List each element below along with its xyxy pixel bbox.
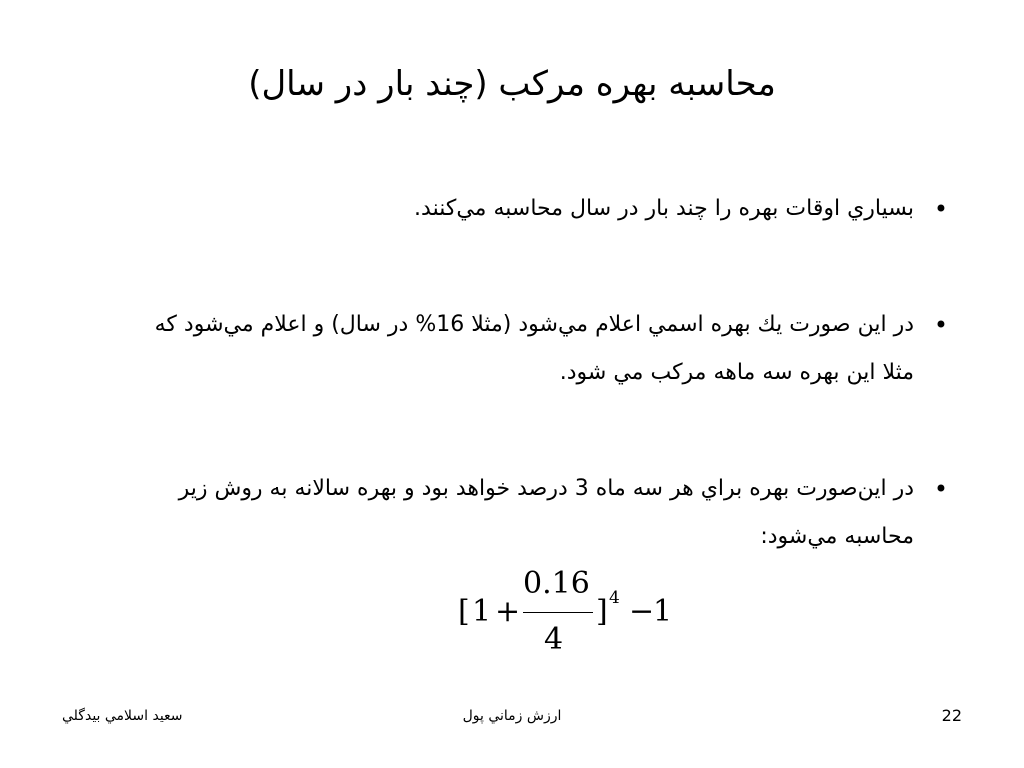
compound-interest-formula xyxy=(455,566,685,660)
slide-title: محاسبه بهره مركب (چند بار در سال) xyxy=(248,64,776,104)
formula-plus: + xyxy=(495,594,521,629)
page-number: 22 xyxy=(941,706,962,725)
bullet-marker: • xyxy=(933,475,949,503)
bullet-marker: • xyxy=(933,311,949,339)
formula-exponent: 4 xyxy=(609,588,620,608)
bullet-item xyxy=(130,465,956,561)
bullet-item xyxy=(130,301,956,397)
formula-close-bracket: ] xyxy=(596,594,608,629)
formula-open-bracket: [ xyxy=(458,594,470,629)
formula-one: 1 xyxy=(472,594,492,629)
formula-fraction-bar xyxy=(523,612,593,613)
footer-subject: ارزش زماني پول xyxy=(462,708,562,724)
bullet-text: در اين‌صورت بهره براي هر سه ماه 3 درصد خواهد بود و بهره سالانه به روش زير محاسبه مي‌شود: xyxy=(178,476,914,549)
bullet-item xyxy=(130,185,956,233)
bullet-text: در اين صورت يك بهره اسمي اعلام مي‌شود (مثلا 16% در سال) و اعلام مي‌شود كه مثلا اين بهره سه ماهه مركب مي شود. xyxy=(154,312,914,385)
formula-numerator: 0.16 xyxy=(523,566,590,601)
footer-author: سعيد اسلامي بيدگلي xyxy=(62,708,183,724)
formula-denominator: 4 xyxy=(544,622,564,657)
bullet-marker: • xyxy=(933,195,949,223)
formula-trailing-one: 1 xyxy=(653,594,673,629)
formula-minus: − xyxy=(629,594,655,629)
bullet-text: بسياري اوقات بهره را چند بار در سال محاسبه مي‌كنند. xyxy=(414,196,914,221)
